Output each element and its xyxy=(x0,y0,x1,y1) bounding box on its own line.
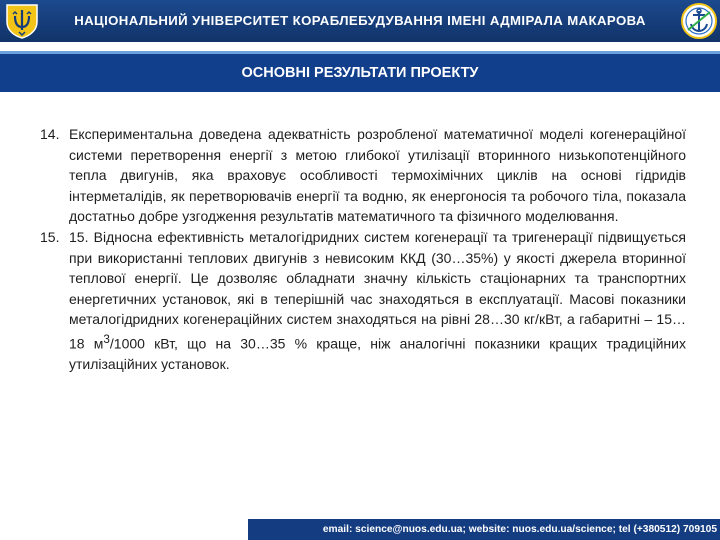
item-text: 15. Відносна ефективність металогідридних систем когенерації та тригенерації підвищується при використанні теплових двигунів з невисоким ККД (30…35%) у якості джерела вторинної теплової енергії. Це дозволяє обладнати значну кількість стаціонарних та транспортних енергетичних установок, які в теперішній час знаходяться в експлуатації. Масові показники металогідридних когенераційних систем знаходяться на рівні 28…30 кг/кВт, а габаритні – 15…18 м xyxy=(69,228,686,352)
item-text-continued: /1000 кВт, що на 30…35 % краще, ніж аналогічні показники кращих традиційних утилізаційних установок. xyxy=(69,335,686,373)
contact-info: email: science@nuos.edu.ua; website: nuos.edu.ua/science; tel (+380512) 709105 xyxy=(322,524,717,535)
university-crest-icon xyxy=(4,2,40,40)
footer-bar xyxy=(248,519,720,540)
item-number: 15. xyxy=(40,228,60,245)
header-bar xyxy=(0,0,720,42)
university-name: НАЦІОНАЛЬНИЙ УНІВЕРСИТЕТ КОРАБЛЕБУДУВАННЯ ІМЕНІ АДМІРАЛА МАКАРОВА xyxy=(74,13,646,28)
results-list xyxy=(40,124,686,375)
title-banner xyxy=(0,51,720,92)
item-text: Експериментальна доведена адекватність розробленої математичної моделі когенераційної системи перетворення енергії з метою глибокої утилізації вторинного низькопотенційного тепла двигунів, яка враховує особливості термохімічних циклів на основі гідридів інтерметалідів, як перетворювачів енергії та водню, як енергоносія та робочого тіла, показала достатньо добре узгодження результатів математичного та фізичного моделювання. xyxy=(69,126,686,225)
anchor-emblem-icon xyxy=(680,2,718,40)
item-number: 14. xyxy=(40,126,60,142)
page-title: ОСНОВНІ РЕЗУЛЬТАТИ ПРОЕКТУ xyxy=(241,65,479,81)
list-item xyxy=(40,227,686,375)
list-item xyxy=(40,124,686,227)
superscript-3: 3 xyxy=(103,332,110,346)
